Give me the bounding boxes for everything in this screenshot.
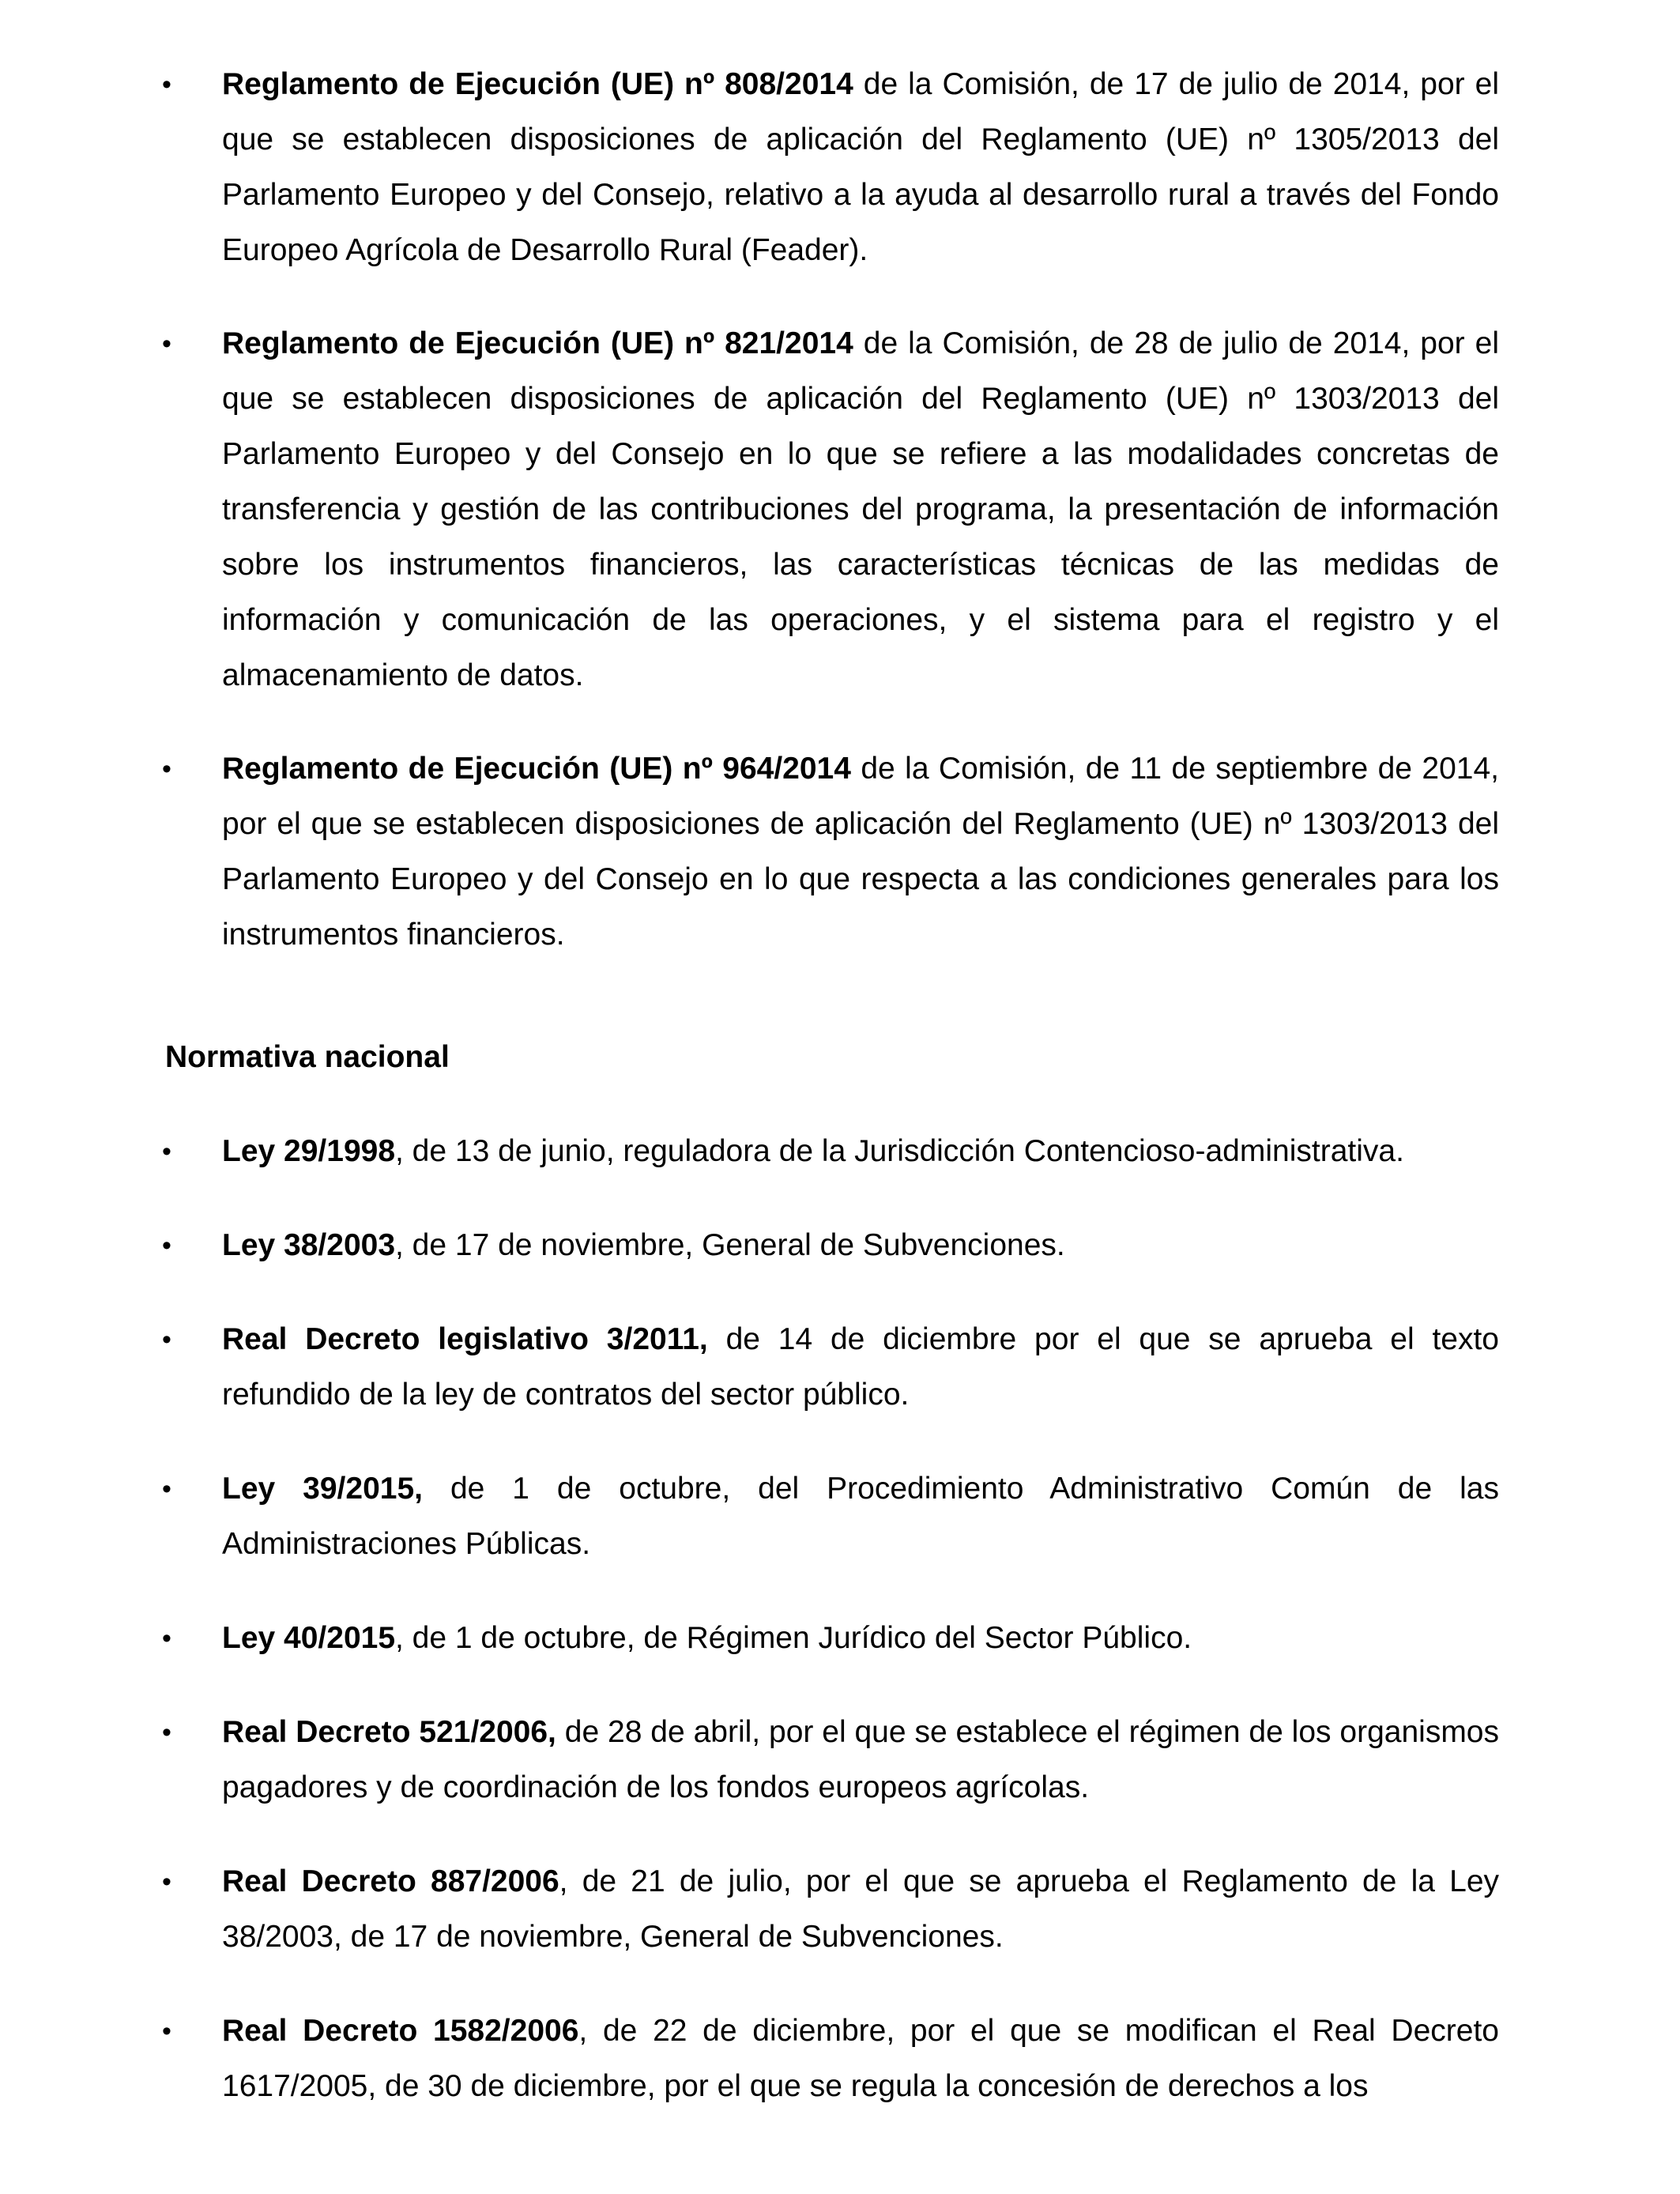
- item-title: Real Decreto 521/2006,: [222, 1715, 556, 1749]
- item-text: de la Comisión, de 11 de septiembre de 2014, por el que se establecen disposiciones de aplicación del Reglamento (UE) nº 1303/2013 del Parlamento Europeo y del Consejo en lo que respecta a las condiciones generales para los instrumentos financieros.: [222, 752, 1499, 952]
- list-item: [0, 1218, 1680, 1273]
- bullet-icon: •: [162, 1474, 171, 1504]
- bullet-icon: •: [162, 1137, 171, 1167]
- item-text: , de 1 de octubre, de Régimen Jurídico del Sector Público.: [395, 1621, 1192, 1655]
- item-text: de 1 de octubre, del Procedimiento Administrativo Común de las Administraciones Públicas.: [222, 1472, 1499, 1561]
- bullet-icon: •: [162, 1623, 171, 1653]
- item-title: Reglamento de Ejecución (UE) nº 808/2014: [222, 67, 853, 101]
- bullet-icon: •: [162, 754, 171, 784]
- section-heading: Normativa nacional: [165, 1040, 450, 1074]
- bullet-icon: •: [162, 1867, 171, 1897]
- item-title: Ley 39/2015,: [222, 1472, 423, 1506]
- item-text: , de 21 de julio, por el que se aprueba el Reglamento de la Ley 38/2003, de 17 de noviembre, General de Subvenciones.: [222, 1864, 1500, 1954]
- bullet-icon: •: [162, 329, 171, 359]
- item-text: , de 22 de diciembre, por el que se modifican el Real Decreto 1617/2005, de 30 de diciembre, por el que se regula la concesión de derechos a los: [222, 2014, 1499, 2103]
- list-item: [0, 1705, 1680, 1815]
- item-title: Real Decreto legislativo 3/2011,: [222, 1322, 708, 1356]
- bullet-icon: •: [162, 1325, 171, 1355]
- list-item: [0, 1854, 1680, 1965]
- bullet-icon: •: [162, 70, 171, 100]
- eu-regulations-list: [0, 57, 1680, 963]
- item-text: de 14 de diciembre por el que se aprueba el texto refundido de la ley de contratos del sector público.: [222, 1322, 1499, 1412]
- list-item: [0, 741, 1680, 963]
- item-text: , de 17 de noviembre, General de Subvenciones.: [395, 1228, 1065, 1262]
- list-item: [0, 1461, 1680, 1572]
- item-title: Real Decreto 887/2006: [222, 1864, 559, 1898]
- list-item: [0, 1312, 1680, 1423]
- bullet-icon: •: [162, 2016, 171, 2046]
- bullet-icon: •: [162, 1717, 171, 1747]
- item-text: de la Comisión, de 28 de julio de 2014, por el que se establecen disposiciones de aplicación del Reglamento (UE) nº 1303/2013 del Parlamento Europeo y del Consejo en lo que se refiere a las modalidades concretas de transferencia y gestión de las contribuciones del programa, la presentación de información sobre los instrumentos financieros, las características técnicas de las medidas de información y comunicación de las operaciones, y el sistema para el registro y el almacenamiento de datos.: [222, 326, 1499, 692]
- item-title: Reglamento de Ejecución (UE) nº 964/2014: [222, 752, 851, 786]
- list-item: [0, 1124, 1680, 1179]
- item-text: de la Comisión, de 17 de julio de 2014, por el que se establecen disposiciones de aplicación del Reglamento (UE) nº 1305/2013 del Parlamento Europeo y del Consejo, relativo a la ayuda al desarrollo rural a través del Fondo Europeo Agrícola de Desarrollo Rural (Feader).: [222, 67, 1499, 267]
- item-title: Real Decreto 1582/2006: [222, 2014, 579, 2048]
- item-title: Reglamento de Ejecución (UE) nº 821/2014: [222, 326, 853, 360]
- item-text: , de 13 de junio, reguladora de la Jurisdicción Contencioso-administrativa.: [395, 1134, 1404, 1168]
- item-text: de 28 de abril, por el que se establece el régimen de los organismos pagadores y de coordinación de los fondos europeos agrícolas.: [222, 1715, 1499, 1804]
- item-title: Ley 40/2015: [222, 1621, 396, 1655]
- list-item: [0, 57, 1680, 278]
- item-title: Ley 29/1998: [222, 1134, 396, 1168]
- list-item: [0, 316, 1680, 703]
- national-regulations-list: [0, 1124, 1680, 2114]
- list-item: [0, 2004, 1680, 2114]
- list-item: [0, 1611, 1680, 1666]
- bullet-icon: •: [162, 1231, 171, 1261]
- item-title: Ley 38/2003: [222, 1228, 396, 1262]
